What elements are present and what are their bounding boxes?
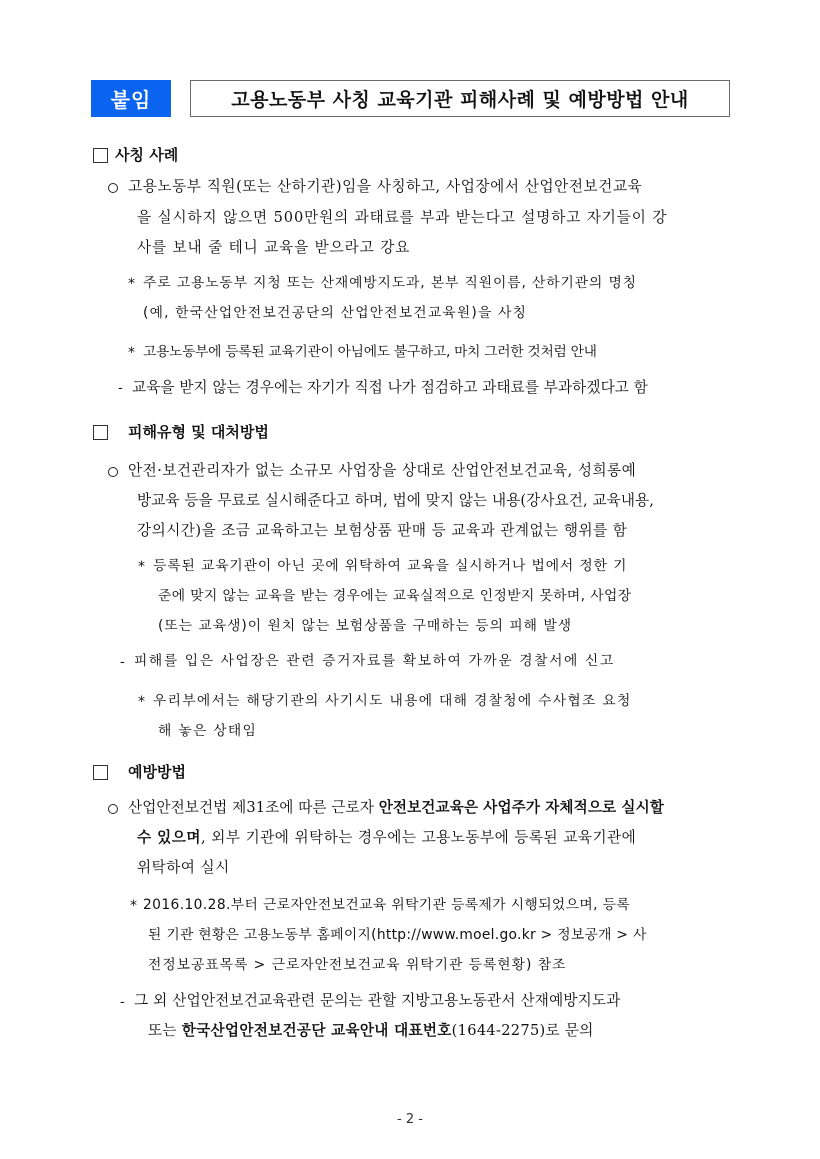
text: 산업안전보건법 제31조에 따른 근로자 (128, 799, 379, 816)
circle-bullet-icon (108, 467, 118, 477)
note-line: (또는 교육생)이 원치 않는 보험상품을 구매하는 등의 피해 발생 (158, 618, 573, 634)
paragraph-line: 방교육 등을 무료로 실시해준다고 하며, 법에 맞지 않는 내용(강사요건, 교육내용, (137, 492, 654, 509)
document-header (91, 80, 731, 118)
text: 고용노동부 직원(또는 산하기관)임을 사칭하고, 사업장에서 산업안전보건교육 (128, 178, 643, 195)
note-line: 등록된 교육기관이 아닌 곳에 위탁하여 교육을 실시하거나 법에서 정한 기 (153, 558, 628, 574)
note-line: 해 놓은 상태임 (158, 723, 258, 739)
document-title: 고용노동부 사칭 교육기관 피해사례 및 예방방법 안내 (190, 80, 730, 117)
section-heading: 사칭 사례 (115, 146, 179, 164)
circle-bullet-icon (108, 183, 118, 193)
text: 또는 (148, 1022, 182, 1039)
note-line: 준에 맞지 않는 교육을 받는 경우에는 교육실적으로 인정받지 못하며, 사업장 (158, 588, 632, 604)
emphasized-text: 한국산업안전보건공단 교육안내 대표번호 (181, 1022, 452, 1039)
paragraph-line: 안전·보건관리자가 없는 소규모 사업장을 상대로 산업안전보건교육, 성희롱예 (128, 462, 637, 479)
emphasized-text: 안전보건교육은 사업주가 자체적으로 실시할 (378, 799, 665, 816)
paragraph-line: 그 외 산업안전보건교육관련 문의는 관할 지방고용노동관서 산재예방지도과 (134, 992, 621, 1009)
text: (1644-2275)로 문의 (451, 1022, 594, 1039)
asterisk-bullet-icon: * (138, 694, 145, 710)
note-line: 우리부에서는 해당기관의 사기시도 내용에 대해 경찰청에 수사협조 요청 (153, 693, 632, 709)
paragraph-line (148, 1021, 594, 1041)
note-line: 전정보공표목록 > 근로자안전보건교육 위탁기관 등록현황) 참조 (148, 957, 567, 973)
section-checkbox-icon (93, 425, 108, 440)
paragraph-line: 위탁하여 실시 (137, 859, 230, 876)
paragraph-line: 교육을 받지 않는 경우에는 자기가 직접 나가 점검하고 과태료를 부과하겠다고 함 (132, 379, 648, 396)
paragraph-line: 을 실시하지 않으면 500만원의 과태료를 부과 받는다고 설명하고 자기들이 강 (137, 209, 668, 226)
asterisk-bullet-icon: * (130, 898, 137, 914)
note-line: 된 기관 현황은 고용노동부 홈페이지(http://www.moel.go.kr > 정보공개 > 사 (148, 927, 647, 943)
dash-bullet-icon: - (120, 654, 125, 670)
paragraph-line: 피해를 입은 사업장은 관련 증거자료를 확보하여 가까운 경찰서에 신고 (134, 653, 615, 669)
section-heading: 피해유형 및 대처방법 (128, 423, 269, 441)
dash-bullet-icon: - (118, 380, 123, 396)
attachment-badge: 붙임 (91, 80, 171, 117)
circle-bullet-icon (108, 804, 118, 814)
paragraph-line: 사를 보내 줄 테니 교육을 받으라고 강요 (137, 239, 411, 256)
asterisk-bullet-icon: * (128, 345, 135, 361)
section-checkbox-icon (93, 765, 108, 780)
dash-bullet-icon: - (120, 994, 125, 1010)
asterisk-bullet-icon: * (138, 559, 145, 575)
paragraph-line (128, 798, 664, 818)
section-heading: 예방방법 (128, 763, 186, 781)
page-number: - 2 - (397, 1112, 423, 1127)
text: , 외부 기관에 위탁하는 경우에는 고용노동부에 등록된 교육기관에 (200, 829, 637, 846)
paragraph-line (128, 177, 730, 197)
note-line: 주로 고용노동부 지청 또는 산재예방지도과, 본부 직원이름, 산하기관의 명칭 (143, 275, 637, 291)
note-line: (예, 한국산업안전보건공단의 산업안전보건교육원)을 사칭 (143, 305, 528, 321)
section-checkbox-icon (93, 148, 108, 163)
paragraph-line (137, 828, 636, 848)
paragraph-line: 강의시간)을 조금 교육하고는 보험상품 판매 등 교육과 관계없는 행위를 함 (137, 522, 628, 539)
emphasized-text: 수 있으며 (137, 829, 201, 846)
note-line: 고용노동부에 등록된 교육기관이 아님에도 불구하고, 마치 그러한 것처럼 안내 (143, 344, 597, 360)
asterisk-bullet-icon: * (128, 276, 135, 292)
note-line: 2016.10.28.부터 근로자안전보건교육 위탁기관 등록제가 시행되었으며, 등록 (143, 897, 631, 913)
